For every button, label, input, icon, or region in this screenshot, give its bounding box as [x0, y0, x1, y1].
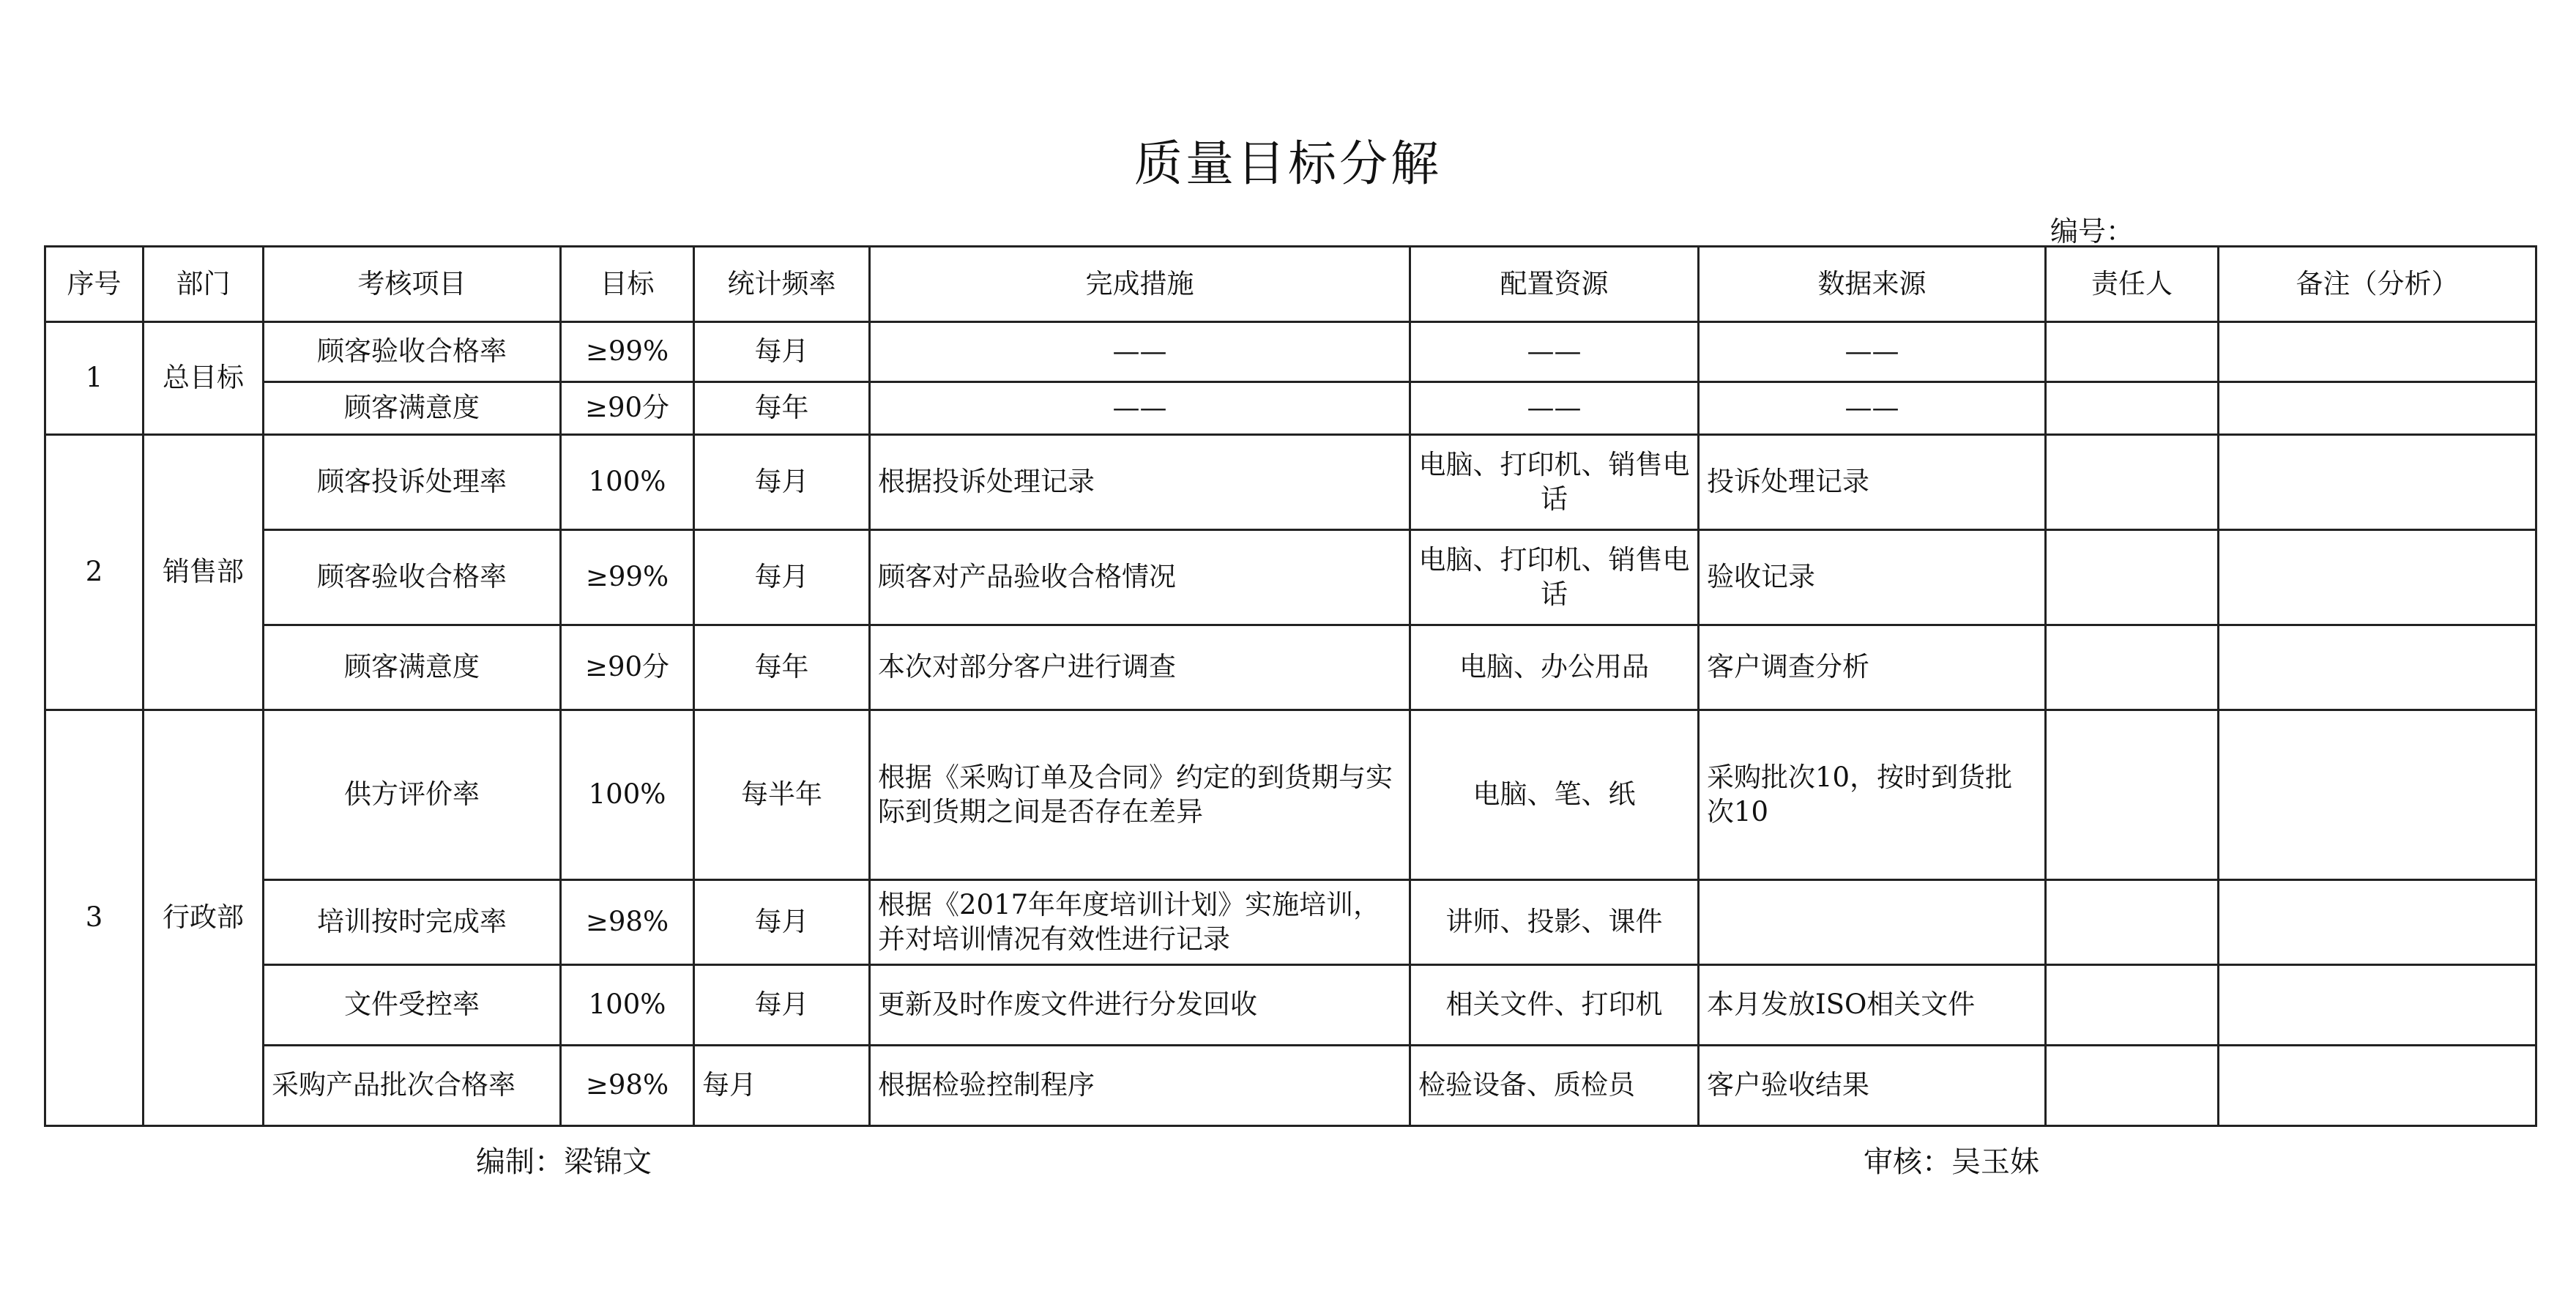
header-cell: 部门 — [144, 247, 264, 322]
item-cell: 顾客投诉处理率 — [264, 435, 561, 530]
header-cell: 备注（分析） — [2219, 247, 2536, 322]
item-cell: 顾客验收合格率 — [264, 322, 561, 382]
remark-cell — [2219, 530, 2536, 625]
measure-cell: —— — [870, 382, 1410, 435]
owner-cell — [2046, 710, 2219, 880]
owner-cell — [2046, 530, 2219, 625]
header-cell: 责任人 — [2046, 247, 2219, 322]
source-cell: 本月发放ISO相关文件 — [1699, 965, 2046, 1046]
owner-cell — [2046, 880, 2219, 965]
freq-cell: 每月 — [694, 965, 870, 1046]
source-cell: —— — [1699, 322, 2046, 382]
page-title: 质量目标分解 — [1134, 135, 1442, 192]
table-row — [45, 880, 2536, 965]
owner-cell — [2046, 322, 2219, 382]
source-cell — [1699, 880, 2046, 965]
table-row — [45, 435, 2536, 530]
measure-cell: —— — [870, 322, 1410, 382]
item-cell: 顾客满意度 — [264, 625, 561, 710]
resource-cell: 电脑、打印机、销售电话 — [1410, 530, 1699, 625]
dept-cell: 总目标 — [144, 322, 264, 435]
target-cell: 100% — [561, 435, 694, 530]
reviewed-by: 审核：吴玉妹 — [1864, 1145, 2039, 1179]
source-cell: 客户验收结果 — [1699, 1046, 2046, 1126]
remark-cell — [2219, 322, 2536, 382]
dept-cell: 行政部 — [144, 710, 264, 1126]
remark-cell — [2219, 435, 2536, 530]
freq-cell: 每月 — [694, 880, 870, 965]
seq-cell: 1 — [45, 322, 144, 435]
target-cell: ≥99% — [561, 322, 694, 382]
target-cell: ≥99% — [561, 530, 694, 625]
item-cell: 培训按时完成率 — [264, 880, 561, 965]
target-cell: ≥90分 — [561, 382, 694, 435]
header-cell: 完成措施 — [870, 247, 1410, 322]
table-row — [45, 322, 2536, 382]
header-cell: 统计频率 — [694, 247, 870, 322]
remark-cell — [2219, 382, 2536, 435]
table-row — [45, 710, 2536, 880]
item-cell: 顾客满意度 — [264, 382, 561, 435]
resource-cell: 电脑、打印机、销售电话 — [1410, 435, 1699, 530]
item-cell: 采购产品批次合格率 — [264, 1046, 561, 1126]
resource-cell: —— — [1410, 382, 1699, 435]
header-cell: 目标 — [561, 247, 694, 322]
remark-cell — [2219, 880, 2536, 965]
item-cell: 文件受控率 — [264, 965, 561, 1046]
freq-cell: 每月 — [694, 1046, 870, 1126]
measure-cell: 根据投诉处理记录 — [870, 435, 1410, 530]
owner-cell — [2046, 435, 2219, 530]
table-row — [45, 625, 2536, 710]
quality-target-table — [44, 245, 2537, 1127]
remark-cell — [2219, 1046, 2536, 1126]
source-cell: 投诉处理记录 — [1699, 435, 2046, 530]
freq-cell: 每年 — [694, 382, 870, 435]
freq-cell: 每月 — [694, 435, 870, 530]
owner-cell — [2046, 382, 2219, 435]
dept-cell: 销售部 — [144, 435, 264, 710]
owner-cell — [2046, 965, 2219, 1046]
freq-cell: 每月 — [694, 530, 870, 625]
owner-cell — [2046, 625, 2219, 710]
header-cell: 序号 — [45, 247, 144, 322]
item-cell: 供方评价率 — [264, 710, 561, 880]
resource-cell: 相关文件、打印机 — [1410, 965, 1699, 1046]
source-cell: 采购批次10，按时到货批次10 — [1699, 710, 2046, 880]
freq-cell: 每月 — [694, 322, 870, 382]
document-number-label: 编号： — [2050, 215, 2134, 247]
measure-cell: 根据检验控制程序 — [870, 1046, 1410, 1126]
target-cell: 100% — [561, 710, 694, 880]
header-row — [45, 247, 2536, 322]
header-cell: 考核项目 — [264, 247, 561, 322]
remark-cell — [2219, 965, 2536, 1046]
resource-cell: —— — [1410, 322, 1699, 382]
table-row — [45, 530, 2536, 625]
seq-cell: 2 — [45, 435, 144, 710]
table-row — [45, 1046, 2536, 1126]
source-cell: —— — [1699, 382, 2046, 435]
measure-cell: 根据《2017年年度培训计划》实施培训，并对培训情况有效性进行记录 — [870, 880, 1410, 965]
table-row — [45, 382, 2536, 435]
resource-cell: 检验设备、质检员 — [1410, 1046, 1699, 1126]
remark-cell — [2219, 710, 2536, 880]
measure-cell: 更新及时作废文件进行分发回收 — [870, 965, 1410, 1046]
item-cell: 顾客验收合格率 — [264, 530, 561, 625]
target-cell: ≥90分 — [561, 625, 694, 710]
target-cell: ≥98% — [561, 1046, 694, 1126]
header-cell: 数据来源 — [1699, 247, 2046, 322]
target-cell: 100% — [561, 965, 694, 1046]
measure-cell: 顾客对产品验收合格情况 — [870, 530, 1410, 625]
source-cell: 验收记录 — [1699, 530, 2046, 625]
freq-cell: 每半年 — [694, 710, 870, 880]
target-cell: ≥98% — [561, 880, 694, 965]
source-cell: 客户调查分析 — [1699, 625, 2046, 710]
measure-cell: 根据《采购订单及合同》约定的到货期与实际到货期之间是否存在差异 — [870, 710, 1410, 880]
seq-cell: 3 — [45, 710, 144, 1126]
prepared-by: 编制：梁锦文 — [476, 1145, 652, 1179]
resource-cell: 讲师、投影、课件 — [1410, 880, 1699, 965]
resource-cell: 电脑、笔、纸 — [1410, 710, 1699, 880]
measure-cell: 本次对部分客户进行调查 — [870, 625, 1410, 710]
header-cell: 配置资源 — [1410, 247, 1699, 322]
remark-cell — [2219, 625, 2536, 710]
resource-cell: 电脑、办公用品 — [1410, 625, 1699, 710]
freq-cell: 每年 — [694, 625, 870, 710]
table-row — [45, 965, 2536, 1046]
owner-cell — [2046, 1046, 2219, 1126]
